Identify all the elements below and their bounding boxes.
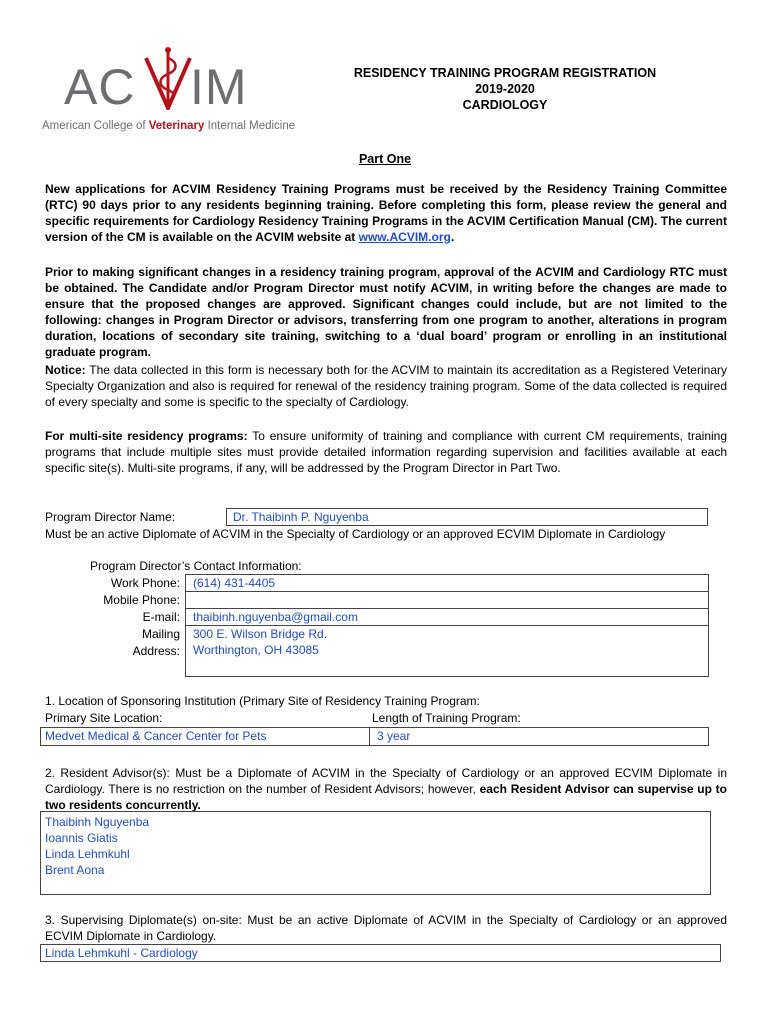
work-phone-label: Work Phone:	[110, 576, 180, 590]
acvim-website-link[interactable]: www.ACVIM.org	[358, 230, 451, 244]
logo-acronym-right: IM	[190, 59, 248, 115]
logo-full-name	[42, 120, 295, 132]
mailing-label: Mailing	[141, 627, 180, 641]
intro-paragraph	[45, 181, 727, 245]
form-title	[320, 65, 690, 113]
form-title-line1: RESIDENCY TRAINING PROGRAM REGISTRATION	[353, 66, 657, 80]
logo-name-bold: Veterinary	[148, 120, 205, 132]
address-line1: 300 E. Wilson Bridge Rd.	[193, 627, 328, 641]
part-title: Part One	[358, 152, 412, 166]
program-director-value: Dr. Thaibinh P. Nguyenba	[233, 510, 369, 524]
primary-site-value: Medvet Medical & Cancer Center for Pets	[45, 729, 267, 743]
logo-name-suffix: Internal Medicine	[204, 120, 296, 132]
logo-acronym-left: AC	[64, 59, 136, 115]
supervising-diplomates-field[interactable]	[40, 944, 721, 962]
mobile-phone-field[interactable]	[185, 591, 709, 609]
caduceus-v-icon	[144, 44, 192, 110]
advisor-item: Thaibinh Nguyenba	[45, 815, 150, 829]
mobile-phone-label: Mobile Phone:	[103, 593, 180, 607]
advisor-item: Linda Lehmkuhl	[45, 847, 130, 861]
intro-end: .	[450, 230, 455, 244]
section2-text	[45, 765, 727, 813]
advisor-item: Ioannis Giatis	[45, 831, 118, 845]
advisor-item: Brent Aona	[45, 863, 105, 877]
multisite-lead: For multi-site residency programs:	[45, 429, 248, 443]
section1-title: 1. Location of Sponsoring Institution (Primary Site of Residency Training Program:	[45, 694, 480, 708]
training-length-field[interactable]	[369, 727, 709, 746]
logo-name-prefix: American College of	[42, 120, 149, 132]
program-director-field[interactable]	[226, 508, 708, 526]
email-label: E-mail:	[142, 610, 180, 624]
changes-paragraph: Prior to making significant changes in a residency training program, approval of the ACVIM and Cardiology RTC must be obtained. The Candidate and/or Program Director must notify ACVIM, in writing before the changes are made to ensure that the proposed changes are approved. Significant changes could include, but are not limited to the following: changes in Program Director or advisors, transferring from one program to another, alterations in program duration, locations of secondary site training, switching to a ‘dual board’ program or enrolling in an institutional graduate program.	[45, 265, 727, 359]
email-field[interactable]	[185, 608, 709, 626]
resident-advisors-field[interactable]	[40, 811, 711, 895]
work-phone-field[interactable]	[185, 574, 709, 592]
primary-site-field[interactable]	[40, 727, 370, 746]
multisite-paragraph	[45, 428, 727, 476]
work-phone-value: (614) 431-4405	[193, 576, 276, 590]
notice-text: The data collected in this form is necessary both for the ACVIM to maintain its accreditation as a Registered Veterinary Specialty Organization and also is required for renewal of the residency training program. Some of the data collected is required of every specialty and some is specific to the specialty of Cardiology.	[45, 363, 727, 409]
form-year: 2019-2020	[475, 82, 535, 96]
primary-site-label: Primary Site Location:	[45, 711, 163, 725]
notice-paragraph	[45, 362, 727, 410]
address-field[interactable]	[185, 625, 709, 677]
supervising-diplomate-value: Linda Lehmkuhl - Cardiology	[45, 946, 198, 960]
address-line2: Worthington, OH 43085	[193, 643, 319, 657]
section2-body: 2. Resident Advisor(s): Must be a Diplomate of ACVIM in the Specialty of Cardiology or an approved ECVIM Diplomate in Cardiology. There is no restriction on the number of Resident Advisors; however,	[45, 766, 727, 796]
training-length-label: Length of Training Program:	[372, 711, 521, 725]
training-length-value: 3 year	[377, 729, 411, 743]
address-label: Address:	[132, 644, 180, 658]
program-director-note: Must be an active Diplomate of ACVIM in the Specialty of Cardiology or an approved ECVIM Diplomate in Cardiology	[45, 527, 666, 541]
notice-lead: Notice:	[45, 363, 86, 377]
contact-title: Program Director’s Contact Information:	[90, 559, 302, 573]
form-specialty: CARDIOLOGY	[462, 98, 548, 112]
email-value: thaibinh.nguyenba@gmail.com	[193, 610, 358, 624]
section3-text: 3. Supervising Diplomate(s) on-site: Must be an active Diplomate of ACVIM in the Specialty of Cardiology or an approved ECVIM Diplomate in Cardiology.	[45, 913, 727, 943]
section2-bold: each Resident Advisor can supervise up to two residents concurrently.	[45, 782, 727, 812]
program-director-label: Program Director Name:	[45, 510, 176, 524]
multisite-text: To ensure uniformity of training and compliance with current CM requirements, training programs that include multiple sites must provide detailed information regarding supervision and facilities available at each specific site(s). Multi-site programs, if any, will be addressed by the Program Director in Part Two.	[45, 429, 728, 475]
intro-text: New applications for ACVIM Residency Training Programs must be received by the Residency Training Committee (RTC) 90 days prior to any residents beginning training. Before completing this form, please review the general and specific requirements for Cardiology Residency Training Programs in the ACVIM Certification Manual (CM). The current version of the CM is available on the ACVIM website at	[45, 182, 727, 244]
acvim-logo	[40, 40, 300, 140]
